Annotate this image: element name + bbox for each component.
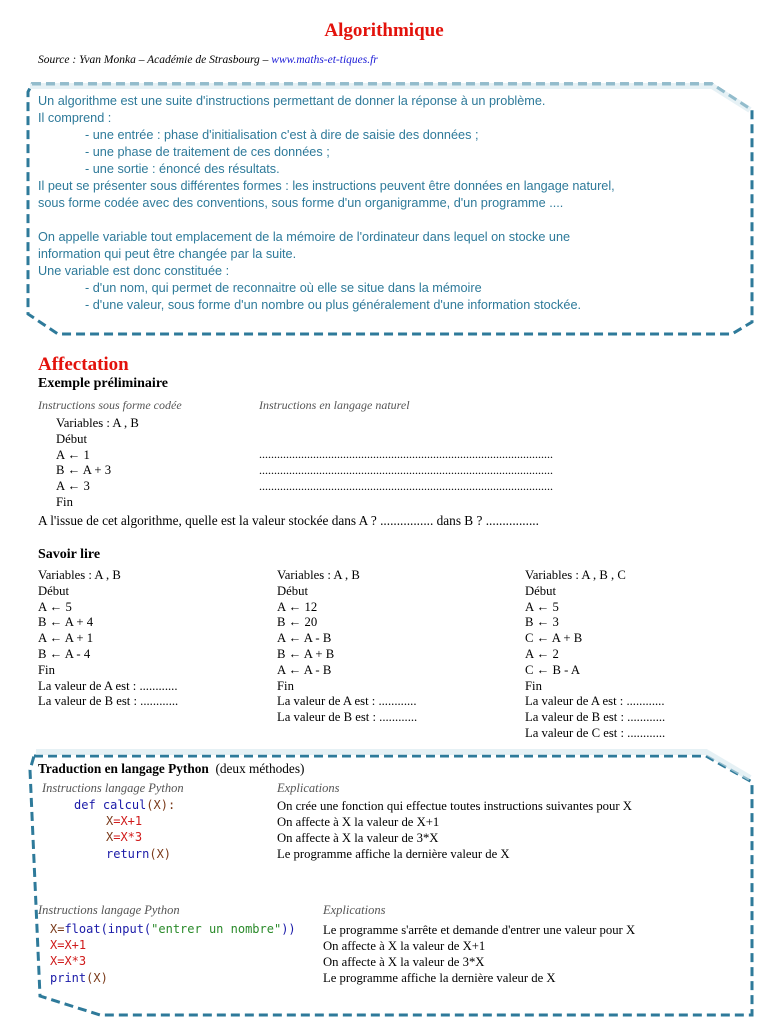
answer-dots <box>259 447 553 494</box>
intro-line: Il peut se présenter sous différentes formes : les instructions peuvent être données en langage naturel, <box>38 179 615 193</box>
code-keyword: def <box>74 798 96 812</box>
algo-line: Variables : A , B <box>56 416 139 430</box>
savoir-lire-heading: Savoir lire <box>38 547 101 562</box>
algo-line: C ← B - A <box>525 662 580 677</box>
dots-line: .................................................................................................. <box>259 462 553 477</box>
intro-line: sous forme codée avec des conventions, sous forme d'un organigramme, d'un programme .... <box>38 196 564 210</box>
algo-line: Début <box>277 583 309 598</box>
explanation-line: Le programme affiche la dernière valeur de X <box>277 846 510 861</box>
algo-line: C ← A + B <box>525 631 583 646</box>
example-question: A l'issue de cet algorithme, quelle est la valeur stockée dans A ? ................ dans B ? ................ <box>38 513 539 528</box>
method1-code <box>74 797 175 862</box>
code-keyword: print <box>50 970 87 985</box>
algo-line: A ← 2 <box>525 646 559 661</box>
example-algorithm <box>56 416 139 511</box>
code-function: (input( <box>100 922 152 936</box>
algo-line: La valeur de A est : ............ <box>277 694 417 709</box>
python-heading-line <box>38 761 304 777</box>
algo-line: A ← 12 <box>277 599 318 614</box>
code-var: X <box>106 830 114 845</box>
dots-line: .................................................................................................. <box>259 478 553 493</box>
algo-line: B ← A + B <box>277 646 335 661</box>
code-keyword: return <box>106 846 150 861</box>
explanation-line: On affecte à X la valeur de 3*X <box>323 954 485 969</box>
algo-line: A ← 3 <box>56 479 90 494</box>
algo-line: B ← A - 4 <box>38 646 91 661</box>
algo-line: A ← A - B <box>277 631 332 646</box>
code-function: float <box>64 922 101 936</box>
algo-line: Début <box>56 431 88 446</box>
intro-line: Une variable est donc constituée : <box>38 264 230 278</box>
code-line <box>50 970 296 986</box>
explanation-line: On affecte à X la valeur de X+1 <box>277 814 440 829</box>
intro-item: - d'une valeur, sous forme d'un nombre ou plus généralement d'une information stockée. <box>85 298 582 312</box>
code-function: calcul <box>102 798 147 812</box>
exercise-column-1 <box>38 568 178 710</box>
code-line: X=X*3 <box>50 954 87 969</box>
code-line <box>74 846 175 862</box>
intro-line: On appelle variable tout emplacement de la mémoire de l'ordinateur dans lequel on stocke une <box>38 230 571 244</box>
intro-text <box>38 93 738 314</box>
intro-line: Il comprend : <box>38 111 112 125</box>
code-line <box>74 829 175 845</box>
algo-line: Variables : A , B <box>38 568 121 582</box>
code-expr: =X+1 <box>113 814 143 829</box>
algo-line: B ← A + 3 <box>56 463 112 478</box>
algo-line: B ← 20 <box>277 615 318 630</box>
method2-label: Instructions langage Python <box>38 903 180 917</box>
algo-line: La valeur de B est : ............ <box>38 694 179 709</box>
algo-line: La valeur de B est : ............ <box>525 710 666 725</box>
dots-line: .................................................................................................. <box>259 447 553 461</box>
explanation-line: Le programme affiche la dernière valeur de X <box>323 970 556 985</box>
intro-item: - une sortie : énoncé des résultats. <box>85 162 280 176</box>
method2-code <box>50 921 296 986</box>
method2-expl-label: Explications <box>323 903 386 917</box>
explanation-line: On affecte à X la valeur de X+1 <box>323 938 486 953</box>
explanation-line: On crée une fonction qui effectue toutes instructions suivantes pour X <box>277 799 632 813</box>
method1-label: Instructions langage Python <box>42 781 184 795</box>
code-var: X= <box>50 922 65 936</box>
algo-line: A ← 1 <box>56 447 90 462</box>
page-title: Algorithmique <box>324 20 444 41</box>
algo-line: Variables : A , B <box>277 568 360 582</box>
exercise-column-3 <box>525 568 665 742</box>
algo-line: Début <box>38 583 70 598</box>
source-line <box>38 54 378 66</box>
algo-line: Fin <box>56 494 73 509</box>
col-natural-label: Instructions en langage naturel <box>259 398 410 412</box>
algo-line: B ← 3 <box>525 615 559 630</box>
intro-line: information qui peut être changée par la suite. <box>38 247 297 261</box>
code-line <box>74 813 175 829</box>
algo-line: A ← A + 1 <box>38 631 94 646</box>
algo-line: Fin <box>38 662 55 677</box>
code-expr: =X*3 <box>113 830 143 845</box>
algo-line: A ← 5 <box>525 599 559 614</box>
algo-line: Début <box>525 583 557 598</box>
intro-item: - une phase de traitement de ces données ; <box>85 145 330 159</box>
algo-line: La valeur de C est : ............ <box>525 725 666 740</box>
algo-line: Fin <box>525 678 542 693</box>
python-heading-note: (deux méthodes) <box>215 761 305 776</box>
method1-expl-label: Explications <box>277 781 340 795</box>
algo-line: A ← A - B <box>277 662 332 677</box>
code-line <box>50 921 296 937</box>
method2-explanations <box>323 923 635 987</box>
code-paren: )) <box>281 922 296 936</box>
algo-line: A ← 5 <box>38 599 72 614</box>
code-arg: (X) <box>149 846 172 861</box>
code-line: X=X+1 <box>50 938 87 953</box>
example-heading: Exemple préliminaire <box>38 376 168 391</box>
algo-line: Variables : A , B , C <box>525 568 626 582</box>
code-string: "entrer un nombre" <box>151 922 282 936</box>
section-heading-affectation: Affectation <box>38 354 129 375</box>
code-var: X <box>106 814 114 829</box>
code-arg: (X) <box>86 970 108 985</box>
source-text: Source : Yvan Monka – Académie de Strasbourg – <box>38 54 272 66</box>
explanation-line: Le programme s'arrête et demande d'entrer une valeur pour X <box>323 923 636 937</box>
algo-line: La valeur de A est : ............ <box>525 694 665 709</box>
algo-line: La valeur de B est : ............ <box>277 710 418 725</box>
method1-explanations <box>277 799 632 863</box>
algo-line: B ← A + 4 <box>38 615 94 630</box>
intro-item: - une entrée : phase d'initialisation c'est à dire de saisie des données ; <box>85 128 479 142</box>
python-heading: Traduction en langage Python <box>38 761 209 776</box>
source-link[interactable]: www.maths-et-tiques.fr <box>271 54 378 66</box>
exercise-column-2 <box>277 568 417 726</box>
intro-item: - d'un nom, qui permet de reconnaitre où elle se situe dans la mémoire <box>85 281 482 295</box>
intro-line: Un algorithme est une suite d'instructions permettant de donner la réponse à un problème. <box>38 94 546 108</box>
algo-line: Fin <box>277 678 294 693</box>
code-param: (X): <box>146 798 176 812</box>
algo-line: La valeur de A est : ............ <box>38 678 178 693</box>
col-coded-label: Instructions sous forme codée <box>38 398 182 412</box>
explanation-line: On affecte à X la valeur de 3*X <box>277 830 439 845</box>
code-line <box>74 797 175 813</box>
